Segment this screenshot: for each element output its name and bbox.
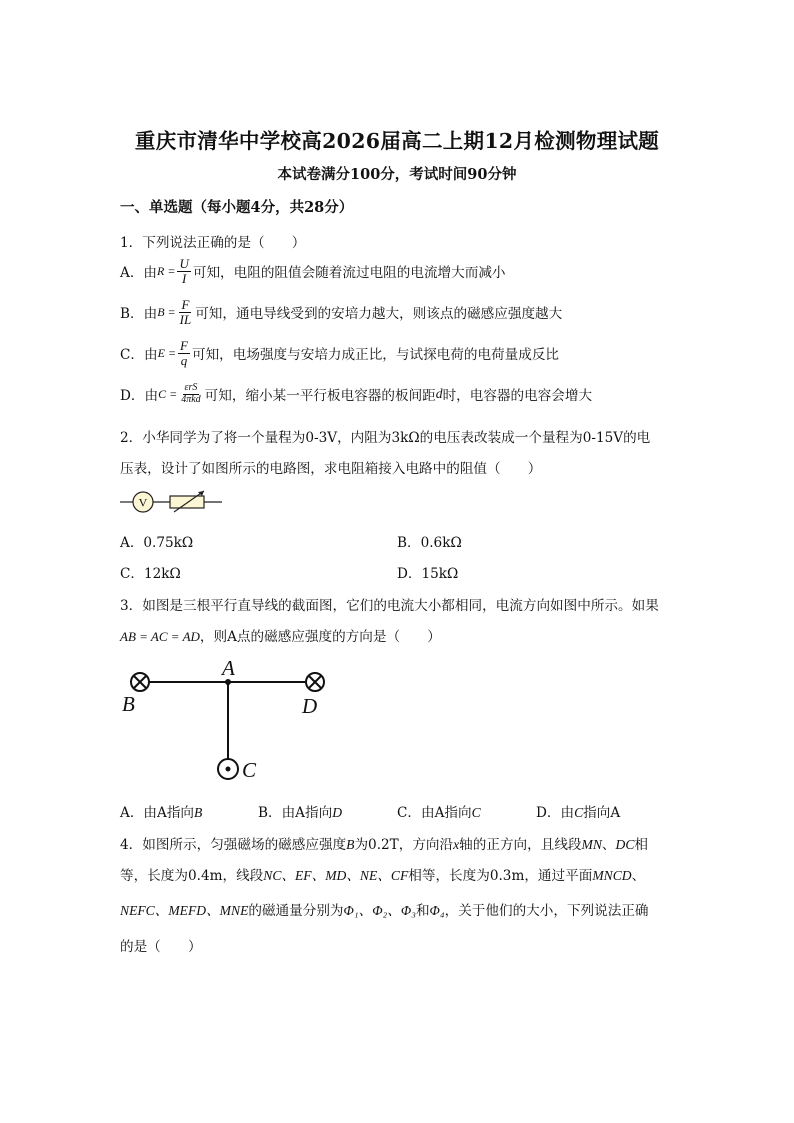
label-a: A — [222, 656, 235, 680]
q4-l1-c: 轴的正方向，且线段 — [459, 837, 582, 853]
q1-d-numerator: εrS — [184, 382, 198, 393]
section-heading: 一、单选题（每小题4分，共28分） — [120, 199, 354, 216]
q3-stem-line2-text: ，则A点的磁感应强度的方向是（ ） — [199, 629, 441, 645]
q3-formula: AB = AC = AD — [120, 629, 200, 644]
label-d: D — [302, 694, 318, 718]
q1-c-denominator: q — [180, 352, 188, 368]
q2-stem-line2: 压表，设计了如图所示的电路图，求电阻箱接入电路中的阻值（ ） — [120, 461, 542, 477]
q4-l3-b: ，关于他们的大小，下列说法正确 — [444, 903, 649, 919]
label-b: B — [122, 692, 135, 716]
q2-option-d: D．15kΩ — [397, 566, 459, 582]
q1-option-a: A．由 R = $\frac{U}{I}$ 可知，电阻的阻值会随着流过电阻的电流增大而减小 — [120, 256, 506, 286]
three-wires-diagram — [118, 655, 338, 787]
q1-d-formula-lhs: C — [158, 386, 167, 401]
q3-option-d — [536, 801, 620, 821]
label-c: C — [242, 758, 257, 782]
q1-b-formula-lhs: B — [157, 304, 165, 319]
q1-d-fraction — [179, 383, 202, 405]
q4-l1-d: 、 — [601, 837, 616, 853]
q4-l3-phis: Φ₁、Φ₂、Φ₃ — [343, 903, 416, 918]
q2-option-a: A．0.75kΩ — [120, 535, 194, 551]
q1-a-formula-lhs: R — [157, 263, 165, 278]
q1-b-numerator: F — [181, 297, 190, 312]
q1-d-denominator: 4πkd — [181, 393, 201, 405]
q3-d-text: D．由 — [536, 805, 575, 821]
page-title: 重庆市清华中学校高2026届高二上期12月检测物理试题 — [134, 129, 660, 153]
q4-line3 — [120, 899, 649, 919]
q1-d-prefix: D．由 — [120, 388, 159, 404]
q4-l2-vars: NC、EF、MD、NE、CF — [263, 868, 409, 883]
wire-d-into-page-icon — [306, 673, 324, 691]
voltmeter-label: V — [138, 495, 148, 510]
q4-line4: 的是（ ） — [120, 939, 202, 955]
wire-c-out-of-page-icon — [218, 759, 238, 779]
q2-option-c: C．12kΩ — [120, 566, 181, 582]
q4-l1-dc: DC — [615, 837, 635, 852]
q4-l2-c: 、 — [631, 868, 646, 884]
q4-l1-a: 4．如图所示，匀强磁场的磁感应强度 — [120, 837, 347, 853]
q1-a-denominator: I — [181, 270, 187, 286]
q1-c-fraction — [178, 339, 190, 367]
q1-c-text: 可知，电场强度与安培力成正比，与试探电荷的电荷量成反比 — [192, 347, 560, 364]
q3-option-b — [258, 801, 342, 821]
q1-b-text: 可知，通电导线受到的安培力越大，则该点的磁感应强度越大 — [195, 306, 563, 323]
q3-d-var: C — [574, 805, 584, 820]
q1-option-d: D．由 C = $\frac{\text{εrS}}{\text{4πkd}}$ 可知，缩小某一平行板电容器的板间距 d 时，电容器的电容会增大 — [120, 382, 593, 405]
q3-c-text: C．由A指向 — [397, 805, 472, 821]
q1-c-numerator: F — [180, 338, 188, 353]
q4-l3-phi4: Φ₄ — [429, 903, 445, 918]
exam-subtitle: 本试卷满分100分，考试时间90分钟 — [277, 166, 517, 183]
q3-stem-line1: 3．如图是三根平行直导线的截面图，它们的电流大小都相同，电流方向如图中所示。如果 — [120, 598, 659, 614]
q1-c-prefix: C．由 — [120, 347, 158, 364]
q3-option-c — [397, 801, 481, 821]
q4-l1-e: 相 — [634, 837, 648, 853]
q1-d-text-b: 时，电容器的电容会增大 — [442, 388, 593, 404]
q3-d-post: 指向A — [583, 805, 621, 821]
wire-b-into-page-icon — [131, 673, 149, 691]
q2-stem-line1: 2．小华同学为了将一个量程为0-3V，内阻为3kΩ的电压表改装成一个量程为0-15V的电 — [120, 430, 651, 446]
q4-l2-b: 相等，长度为0.3m，通过平面 — [408, 868, 593, 884]
q1-b-prefix: B．由 — [120, 306, 158, 323]
q1-a-text: 可知，电阻的阻值会随着流过电阻的电流增大而减小 — [192, 265, 506, 282]
q3-a-var: B — [194, 805, 203, 820]
q4-l1-b: 为0.2T，方向沿 — [354, 837, 454, 853]
q1-d-text-a: 可知，缩小某一平行板电容器的板间距 — [204, 388, 436, 404]
q1-option-b: B．由 B = $\frac{F}{IL}$ 可知，通电导线受到的安培力越大，则该点的磁感应强度越大 — [120, 297, 563, 327]
q4-line1 — [120, 833, 648, 853]
q1-a-prefix: A．由 — [120, 265, 158, 282]
q1-b-denominator: IL — [179, 311, 192, 327]
q4-l1-mn: MN — [581, 837, 602, 852]
q3-a-text: A．由A指向 — [120, 805, 195, 821]
q4-l2-a: 等，长度为0.4m，线段 — [120, 868, 264, 884]
q4-l2-mncd: MNCD — [592, 868, 632, 883]
q4-l3-a: 的磁通量分别为 — [248, 903, 344, 919]
q3-b-var: D — [332, 805, 343, 820]
q1-b-fraction — [178, 298, 194, 326]
q1-stem: 1．下列说法正确的是（ ） — [120, 235, 306, 251]
q2-option-b: B．0.6kΩ — [397, 535, 462, 551]
q1-a-fraction — [177, 257, 190, 285]
q1-d-var: d — [435, 386, 443, 401]
q3-stem-line2 — [120, 625, 441, 645]
resistance-box-icon — [170, 496, 204, 508]
q1-option-c: C．由 E = $\frac{F}{q}$ 可知，电场强度与安培力成正比，与试探电荷的电荷量成反比 — [120, 338, 560, 368]
q3-c-var: C — [471, 805, 481, 820]
q4-l3-vars: NEFC、MEFD、MNE — [120, 903, 249, 918]
q4-l3-and: 和 — [415, 903, 430, 919]
q1-a-numerator: U — [179, 256, 189, 271]
q3-b-text: B．由A指向 — [258, 805, 333, 821]
q4-l1-x-var: x — [453, 837, 460, 852]
q4-line2 — [120, 864, 645, 884]
q3-option-a — [120, 801, 202, 821]
q1-c-formula-lhs: E — [157, 345, 165, 360]
q4-l1-b-var: B — [346, 837, 355, 852]
voltmeter-circuit-diagram — [118, 488, 228, 516]
